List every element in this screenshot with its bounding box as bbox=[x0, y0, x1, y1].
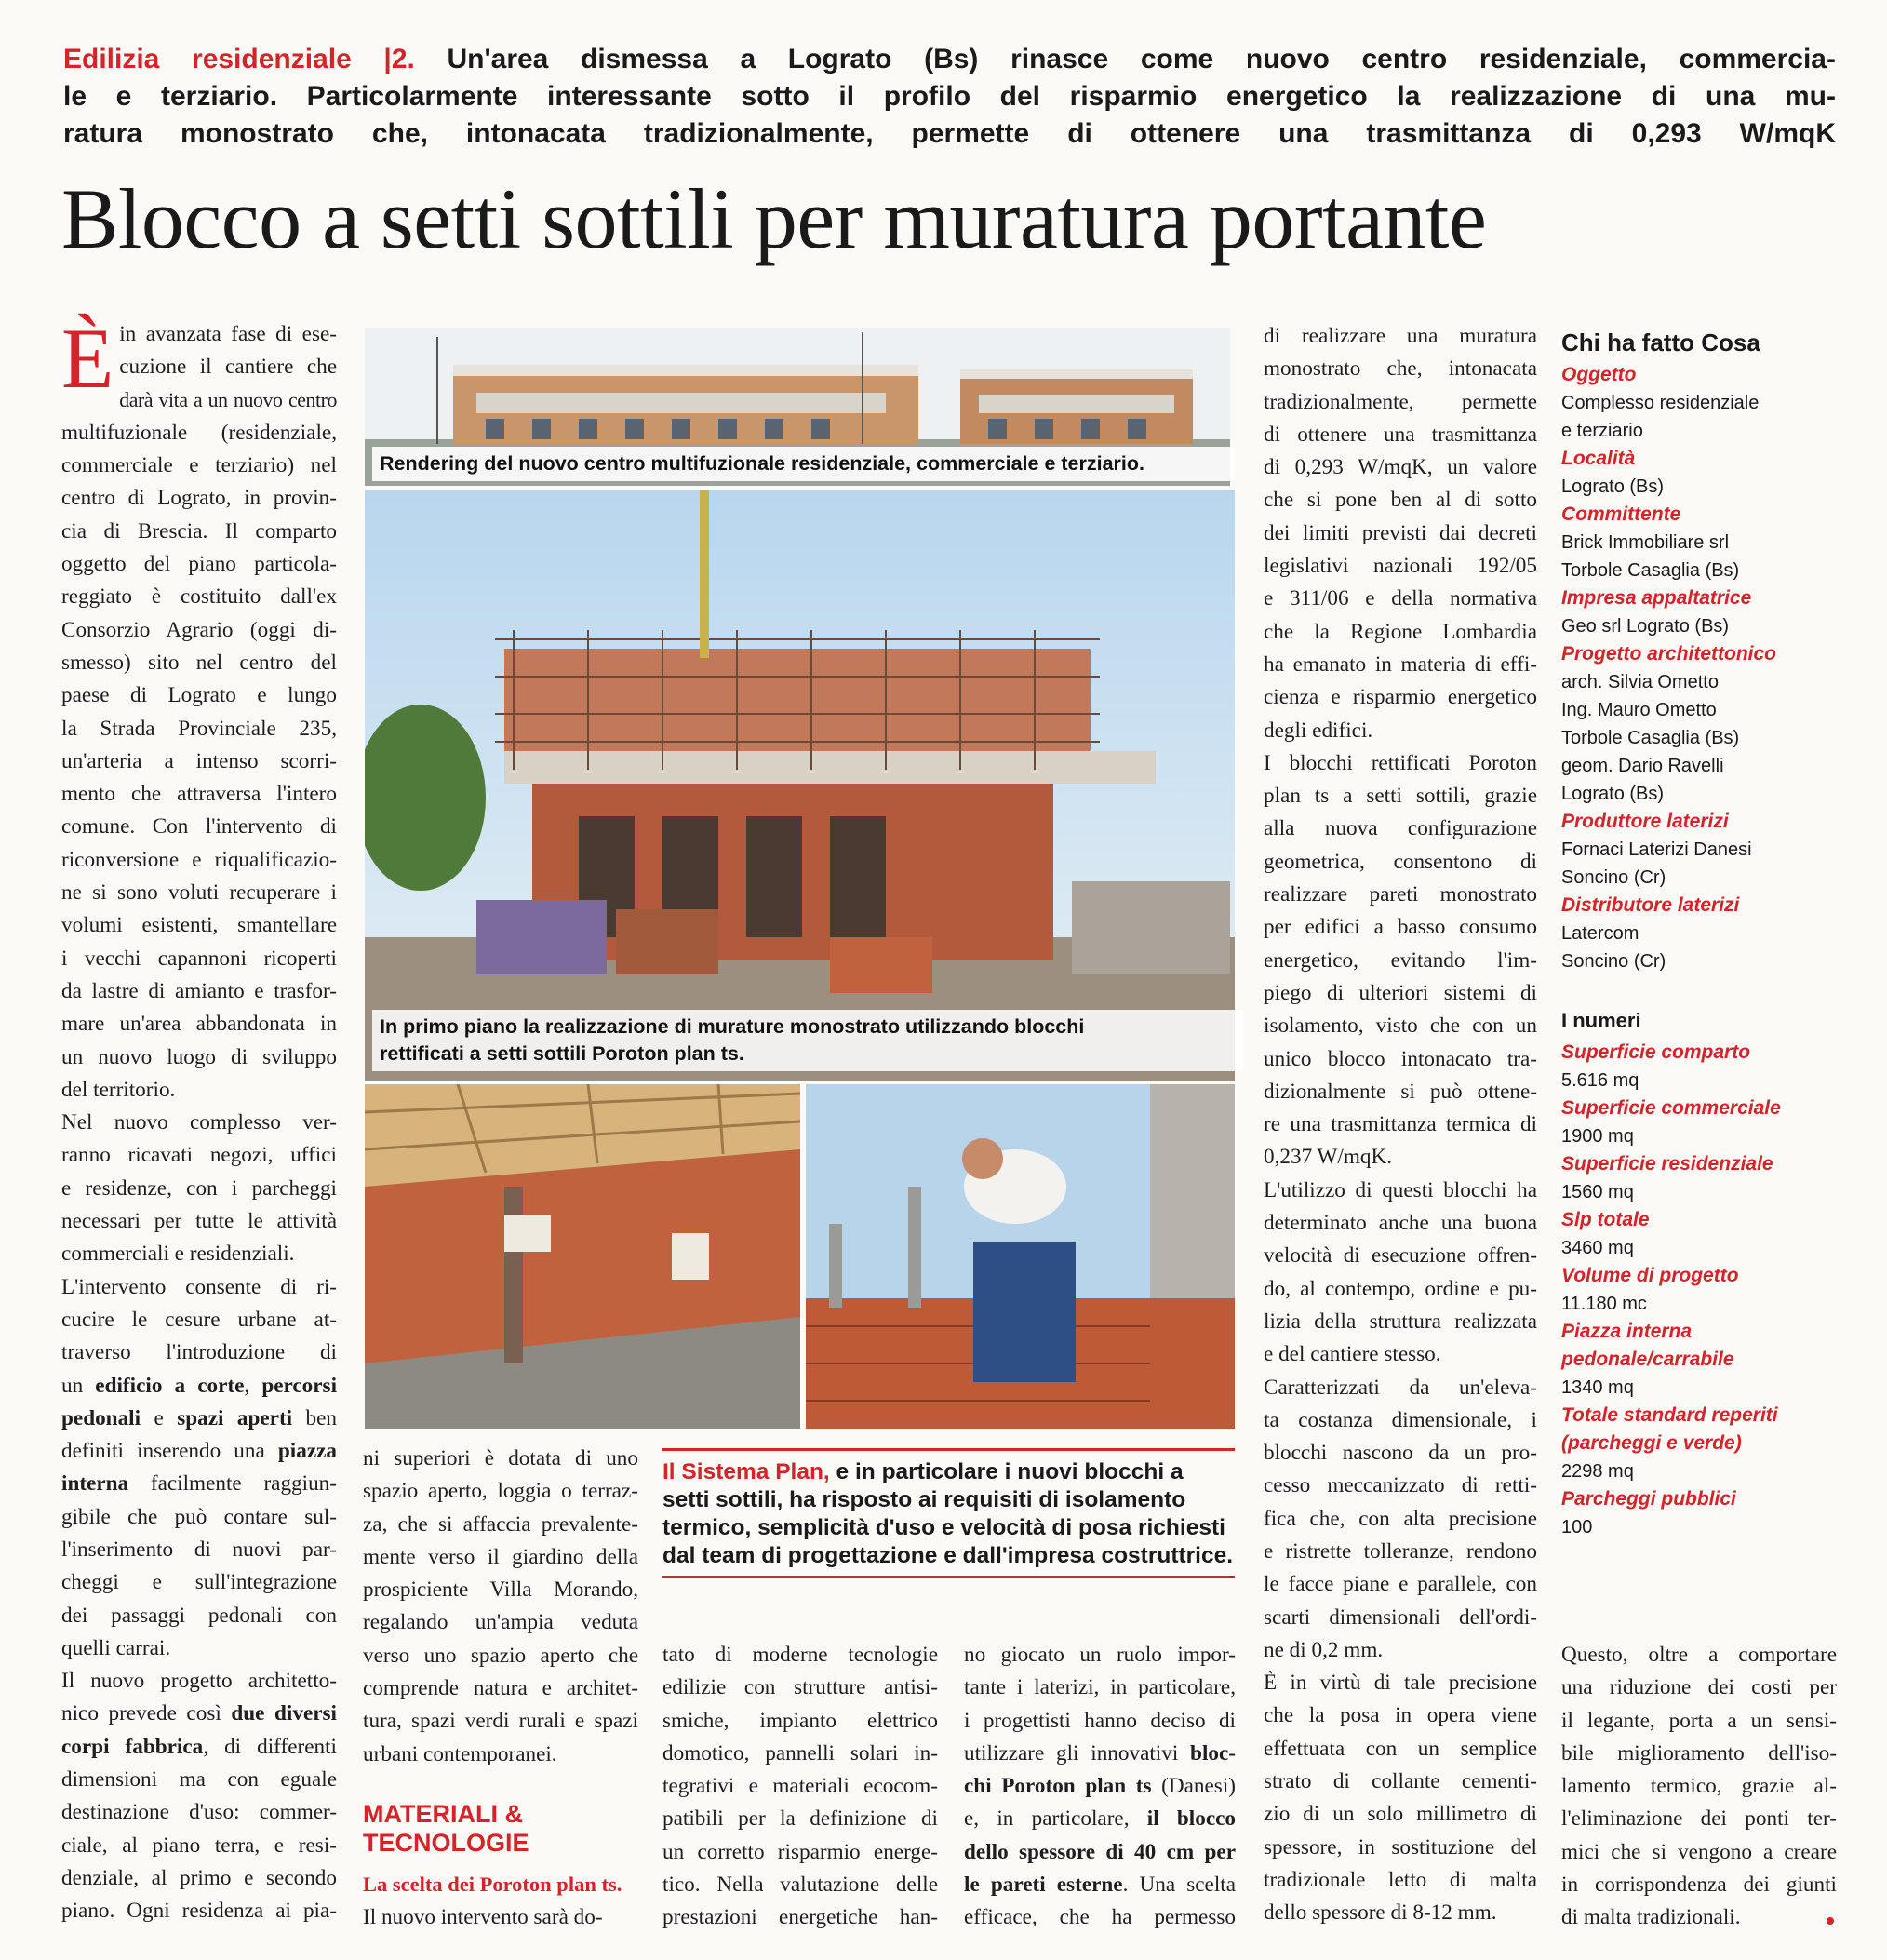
text-line: ranno ricavati negozi, uffici bbox=[61, 1143, 337, 1168]
info-label: Piazza interna pedonale/carrabile bbox=[1561, 1321, 1734, 1370]
text-line: spessore, in sostituzione del bbox=[1264, 1834, 1537, 1859]
text-line: l'inserimento di nuovi par- bbox=[61, 1537, 337, 1562]
info-label: Slp totale bbox=[1561, 1209, 1650, 1230]
info-label: Totale standard reperiti (parcheggi e verde) bbox=[1561, 1404, 1778, 1454]
text-line: edilizie con strutture antisi- bbox=[662, 1675, 938, 1700]
article-title: Blocco a setti sottili per muratura portante bbox=[61, 171, 1487, 266]
info-value: arch. Silvia Ometto Ing. Mauro Ometto Torbole Casaglia (Bs) geom. Dario Ravelli Lograto (Bs) bbox=[1561, 672, 1740, 804]
text-line: di realizzare una muratura bbox=[1264, 324, 1537, 348]
text-line: dei limiti previsti dai decreti bbox=[1264, 520, 1537, 545]
text-line: effettuata con un semplice bbox=[1264, 1736, 1537, 1761]
text-line: spazio aperto, loggia o terraz- bbox=[363, 1479, 638, 1504]
text-line: nico prevede così due diversi bbox=[61, 1701, 337, 1726]
text-line: cheggi e sull'integrazione bbox=[61, 1570, 337, 1595]
text-line: un corretto risparmio energe- bbox=[662, 1839, 938, 1864]
kicker-line-2: le e terziario. Particolarmente interessante sotto il profilo del risparmio energetico la realizzazione di una mu- bbox=[63, 81, 1836, 112]
text-line: realizzare pareti monostrato bbox=[1264, 882, 1537, 907]
text-line: determinato anche una buona bbox=[1264, 1211, 1537, 1236]
info-value: Latercom Soncino (Cr) bbox=[1561, 923, 1666, 972]
text-line: commerciale e terziario) nel bbox=[61, 453, 337, 478]
column-1 bbox=[61, 311, 338, 1928]
text-line: bile miglioramento dell'iso- bbox=[1561, 1740, 1837, 1765]
info-value: 5.616 mq bbox=[1561, 1070, 1639, 1091]
text-line: e, in particolare, il blocco bbox=[964, 1806, 1236, 1832]
info-value: Lograto (Bs) bbox=[1561, 477, 1665, 497]
text-line: smesso) sito nel centro del bbox=[61, 650, 337, 675]
info-label: Parcheggi pubblici bbox=[1561, 1488, 1736, 1510]
info-label: Superficie commerciale bbox=[1561, 1097, 1781, 1119]
caption-rendering: Rendering del nuovo centro multifuzionale residenziale, commerciale e terziario. bbox=[372, 447, 1234, 481]
text-line: dei passaggi pedonali con bbox=[61, 1603, 337, 1628]
text-line: denziale, al primo e secondo bbox=[61, 1865, 337, 1890]
text-line: reggiato è costituito dall'ex bbox=[61, 584, 337, 610]
text-line: necessari per tutte le attività bbox=[61, 1209, 337, 1234]
text-line: strato di collante cementi- bbox=[1264, 1769, 1537, 1794]
text-line: piego di ulteriori sistemi di bbox=[1264, 980, 1537, 1005]
info-label: Produttore laterizi bbox=[1561, 811, 1729, 832]
info-label: Impresa appaltatrice bbox=[1561, 587, 1752, 609]
text-line: cucire le cesure urbane at- bbox=[61, 1307, 337, 1332]
text-line: un edificio a corte, percorsi bbox=[61, 1373, 338, 1398]
info-label: Volume di progetto bbox=[1561, 1265, 1739, 1286]
text-line: zio di un solo millimetro di bbox=[1264, 1802, 1537, 1827]
text-line: darà vita a un nuovo centro bbox=[119, 388, 337, 411]
text-line: da lastre di amianto e trasfor- bbox=[61, 978, 337, 1003]
text-line: unico blocco intonacato tra- bbox=[1264, 1046, 1537, 1071]
text-line: e ristrette tolleranze, rendono bbox=[1264, 1538, 1537, 1564]
text-line: tradizionalmente, permette bbox=[1264, 389, 1537, 414]
text-line: corpi fabbrica, di differenti bbox=[61, 1734, 337, 1759]
text-line: no giocato un ruolo impor- bbox=[964, 1643, 1236, 1667]
caption-main-line-1: In primo piano la realizzazione di murature monostrato utilizzando blocchi bbox=[380, 1015, 1085, 1038]
info-value: Geo srl Lograto (Bs) bbox=[1561, 616, 1730, 637]
text-line: do, al contempo, ordine e pu- bbox=[1264, 1276, 1537, 1301]
text-line: centro di Lograto, in provin- bbox=[61, 486, 337, 511]
text-line: tegrativi e materiali ecocom- bbox=[662, 1774, 938, 1799]
info-value: 1340 mq bbox=[1561, 1377, 1634, 1398]
text-line: domotico, pannelli solari in- bbox=[662, 1740, 938, 1765]
info-value: Fornaci Laterizi Danesi Soncino (Cr) bbox=[1561, 839, 1752, 888]
text-line: energetico, evitando l'im- bbox=[1264, 947, 1537, 973]
text-line: ciale, al piano terra, e resi- bbox=[61, 1832, 337, 1858]
column-4 bbox=[964, 1639, 1236, 1935]
text-line: dizionalmente si può ottene- bbox=[1264, 1079, 1537, 1104]
info-label: Distributore laterizi bbox=[1561, 894, 1740, 916]
section-heading-line-2: TECNOLOGIE bbox=[363, 1829, 529, 1857]
construction-photo bbox=[365, 490, 1235, 1081]
text-line: patibili per la definizione di bbox=[662, 1806, 938, 1832]
text-line: efficace, che ha permesso bbox=[964, 1905, 1236, 1930]
text-line: un nuovo luogo di sviluppo bbox=[61, 1044, 337, 1069]
text-line: del territorio. bbox=[61, 1077, 176, 1102]
text-line: tura, spazi verdi rurali e spazi bbox=[363, 1709, 638, 1734]
text-line: ne si sono voluti recuperare i bbox=[61, 880, 337, 906]
text-line: Consorzio Agrario (oggi di- bbox=[61, 617, 337, 642]
text-line: mici che si vengono a creare bbox=[1561, 1839, 1837, 1864]
text-line: scarti dimensionali dell'ordi- bbox=[1264, 1604, 1537, 1630]
text-line: di 0,293 W/mqK, un valore bbox=[1264, 455, 1537, 480]
drop-cap: È bbox=[61, 311, 114, 406]
text-line: destinazione d'uso: commer- bbox=[61, 1800, 337, 1825]
text-line: un'arteria a intenso scorri- bbox=[61, 748, 337, 773]
kicker-line-3: ratura monostrato che, intonacata tradizionalmente, permette di ottenere una trasmittanza di 0,293 W/mqK bbox=[63, 118, 1836, 149]
info-value: 1560 mq bbox=[1561, 1182, 1634, 1202]
text-line: cesso meccanizzato di retti- bbox=[1264, 1473, 1537, 1498]
text-line: gibile che può contare sul- bbox=[61, 1504, 337, 1529]
text-line: isolamento, visto che con un bbox=[1264, 1014, 1537, 1039]
text-line: traverso l'introduzione di bbox=[61, 1340, 337, 1365]
text-line: ni superiori è dotata di uno bbox=[363, 1446, 638, 1470]
text-line: tradizionale letto di malta bbox=[1264, 1867, 1537, 1892]
caption-main-line-2: rettificati a setti sottili Poroton plan ts. bbox=[380, 1042, 744, 1065]
text-line: mente verso il giardino della bbox=[363, 1544, 638, 1569]
column-5 bbox=[1264, 320, 1537, 1930]
column-6 bbox=[1561, 1639, 1837, 1935]
text-line: i progettisti hanno deciso di bbox=[964, 1708, 1236, 1733]
caption-main-photo bbox=[372, 1010, 1243, 1071]
text-line: 0,237 W/mqK. bbox=[1264, 1145, 1393, 1170]
pull-quote-lead: Il Sistema Plan, bbox=[662, 1459, 830, 1484]
kicker-line-1: Un'area dismessa a Lograto (Bs) rinasce come nuovo centro residenziale, commercia- bbox=[447, 44, 1836, 74]
text-line: e 311/06 e della normativa bbox=[1264, 586, 1537, 611]
text-line: Il nuovo progetto architetto- bbox=[61, 1669, 337, 1694]
text-line: il legante, porta a un sensi- bbox=[1561, 1708, 1837, 1733]
text-line: quelli carrai. bbox=[61, 1635, 171, 1660]
text-line: blocchi nascono da un pro- bbox=[1264, 1441, 1537, 1466]
text-line: paese di Lograto e lungo bbox=[61, 683, 337, 708]
text-line: in avanzata fase di ese- bbox=[119, 322, 337, 346]
text-line: alla nuova configurazione bbox=[1264, 816, 1537, 841]
text-line: dello spessore di 40 cm per bbox=[964, 1839, 1236, 1864]
text-line: ta costanza dimensionale, i bbox=[1264, 1407, 1537, 1432]
text-line: L'intervento consente di ri- bbox=[61, 1274, 337, 1299]
text-line: piano. Ogni residenza ai pia- bbox=[61, 1899, 337, 1924]
text-line: velocità di esecuzione offren- bbox=[1264, 1243, 1537, 1269]
text-line: legislativi nazionali 192/05 bbox=[1264, 554, 1537, 579]
text-line: mare un'area abbandonata in bbox=[61, 1012, 337, 1037]
text-line: fica che, con alta precisione bbox=[1264, 1506, 1537, 1531]
info-label: Località bbox=[1561, 448, 1636, 469]
text-line: cienza e risparmio energetico bbox=[1264, 685, 1537, 710]
text-line: L'utilizzo di questi blocchi ha bbox=[1264, 1177, 1537, 1202]
column-2 bbox=[363, 1443, 638, 1771]
text-line: smiche, impianto elettrico bbox=[662, 1708, 938, 1733]
info-value: 11.180 mc bbox=[1561, 1294, 1647, 1314]
text-line: una riduzione dei costi per bbox=[1561, 1675, 1837, 1700]
text-line: la Strada Provinciale 235, bbox=[61, 716, 337, 741]
text-line: È in virtù di tale precisione bbox=[1264, 1671, 1537, 1696]
text-line: re una trasmittanza termica di bbox=[1264, 1112, 1537, 1137]
section-subheading: La scelta dei Poroton plan ts. bbox=[363, 1873, 622, 1896]
text-line: verso uno spazio aperto che bbox=[363, 1643, 638, 1668]
text-line: che la posa in opera viene bbox=[1264, 1703, 1537, 1728]
text-line: di ottenere una trasmittanza bbox=[1264, 422, 1537, 447]
text-line: oggetto del piano particola- bbox=[61, 552, 337, 577]
text-line: Caratterizzati da un'eleva- bbox=[1264, 1375, 1537, 1400]
text-line: riconversione e riqualificazio- bbox=[61, 847, 337, 872]
info-label: Oggetto bbox=[1561, 364, 1637, 385]
text-line: Nel nuovo complesso ver- bbox=[61, 1110, 337, 1135]
text-line: lizia della struttura realizzata bbox=[1264, 1309, 1537, 1334]
text-line: Questo, oltre a comportare bbox=[1561, 1643, 1837, 1667]
text-line: comprende natura e architet- bbox=[363, 1676, 638, 1701]
text-line: interna facilmente raggiun- bbox=[61, 1471, 337, 1497]
info-box bbox=[1561, 326, 1840, 1541]
text-line: regalando un'ampia veduta bbox=[363, 1610, 638, 1635]
text-line: che la Regione Lombardia bbox=[1264, 619, 1537, 644]
text-line: I blocchi rettificati Poroton bbox=[1264, 750, 1537, 775]
text-line: Il nuovo intervento sarà do- bbox=[363, 1905, 603, 1929]
column-3 bbox=[662, 1639, 938, 1935]
text-line: mento che attraversa l'intero bbox=[61, 782, 337, 807]
kicker-section: Edilizia residenziale |2. bbox=[63, 44, 415, 74]
text-line: multifuzionale (residenziale, bbox=[61, 420, 337, 445]
info-value: 3460 mq bbox=[1561, 1238, 1634, 1258]
text-line: monostrato che, intonacata bbox=[1264, 356, 1537, 382]
info-value: 1900 mq bbox=[1561, 1126, 1634, 1147]
end-mark bbox=[1827, 1917, 1834, 1925]
info-label: Superficie residenziale bbox=[1561, 1153, 1773, 1175]
text-line: le pareti esterne. Una scelta bbox=[964, 1873, 1236, 1898]
text-line: le facce piane e parallele, con bbox=[1264, 1572, 1537, 1597]
text-line: l'eliminazione dei ponti ter- bbox=[1561, 1806, 1837, 1832]
text-line: per edifici a basso consumo bbox=[1264, 915, 1537, 940]
text-line: geometrica, consentono di bbox=[1264, 849, 1537, 874]
text-line: tante i laterizi, in particolare, bbox=[964, 1675, 1236, 1700]
text-line: pedonali e spazi aperti ben bbox=[61, 1405, 338, 1430]
text-line: in corrispondenza dei giunti bbox=[1561, 1873, 1837, 1898]
text-line: tato di moderne tecnologie bbox=[662, 1643, 938, 1667]
text-line: volumi esistenti, smantellare bbox=[61, 913, 337, 938]
text-line: tico. Nella valutazione delle bbox=[662, 1873, 938, 1898]
info-box-title: Chi ha fatto Cosa bbox=[1561, 329, 1760, 356]
text-line: che si pone ben al di sotto bbox=[1264, 488, 1537, 513]
numbers-title: I numeri bbox=[1561, 1009, 1641, 1032]
column-2-last-line bbox=[363, 1901, 638, 1934]
info-value: 100 bbox=[1561, 1517, 1593, 1537]
text-line: degli edifici. bbox=[1264, 718, 1373, 743]
section-heading bbox=[363, 1800, 642, 1858]
text-line: plan ts a setti sottili, grazie bbox=[1264, 784, 1537, 809]
info-label: Progetto architettonico bbox=[1561, 643, 1777, 665]
pull-quote bbox=[662, 1448, 1235, 1578]
text-line: e del cantiere stesso. bbox=[1264, 1342, 1441, 1367]
text-line: za, che si affaccia prevalente- bbox=[363, 1511, 638, 1537]
text-line: prestazioni energetiche han- bbox=[662, 1905, 938, 1930]
text-line: di malta tradizionali. bbox=[1561, 1905, 1741, 1930]
text-line: comune. Con l'intervento di bbox=[61, 814, 337, 839]
interior-photo bbox=[365, 1084, 800, 1429]
text-line: definiti inserendo una piazza bbox=[61, 1439, 337, 1464]
text-line: dello spessore di 8-12 mm. bbox=[1264, 1900, 1497, 1926]
text-line: ne di 0,2 mm. bbox=[1264, 1637, 1384, 1662]
text-line: cia di Brescia. Il comparto bbox=[61, 518, 337, 544]
section-heading-line-1: MATERIALI & bbox=[363, 1800, 523, 1828]
worker-photo bbox=[806, 1084, 1235, 1429]
text-line: e residenze, con i parcheggi bbox=[61, 1175, 337, 1201]
text-line: chi Poroton plan ts (Danesi) bbox=[964, 1774, 1236, 1799]
text-line: ha emanato in materia di effi- bbox=[1264, 651, 1537, 677]
info-label: Committente bbox=[1561, 503, 1681, 525]
info-label: Superficie comparto bbox=[1561, 1041, 1751, 1063]
kicker bbox=[63, 41, 1836, 153]
text-line: commerciali e residenziali. bbox=[61, 1242, 295, 1267]
text-line: dimensioni ma con eguale bbox=[61, 1767, 337, 1792]
text-line: cuzione il cantiere che bbox=[119, 355, 337, 380]
text-line: urbani contemporanei. bbox=[363, 1741, 557, 1766]
text-line: lamento termico, grazie al- bbox=[1561, 1774, 1837, 1799]
text-line: utilizzare gli innovativi bloc- bbox=[964, 1740, 1236, 1765]
pull-quote-text: e in particolare i nuovi blocchi a setti sottili, ha risposto ai requisiti di isolamento termico, semplicità d'uso e velocità di posa richiesti dal team di progettazione e dall'impresa costruttrice. bbox=[662, 1459, 1234, 1568]
info-value: 2298 mq bbox=[1561, 1461, 1634, 1482]
info-value: Complesso residenziale e terziario bbox=[1561, 393, 1760, 441]
info-value: Brick Immobiliare srl Torbole Casaglia (Bs) bbox=[1561, 532, 1740, 581]
text-line: i vecchi capannoni ricoperti bbox=[61, 946, 337, 971]
text-line: prospiciente Villa Morando, bbox=[363, 1577, 638, 1603]
